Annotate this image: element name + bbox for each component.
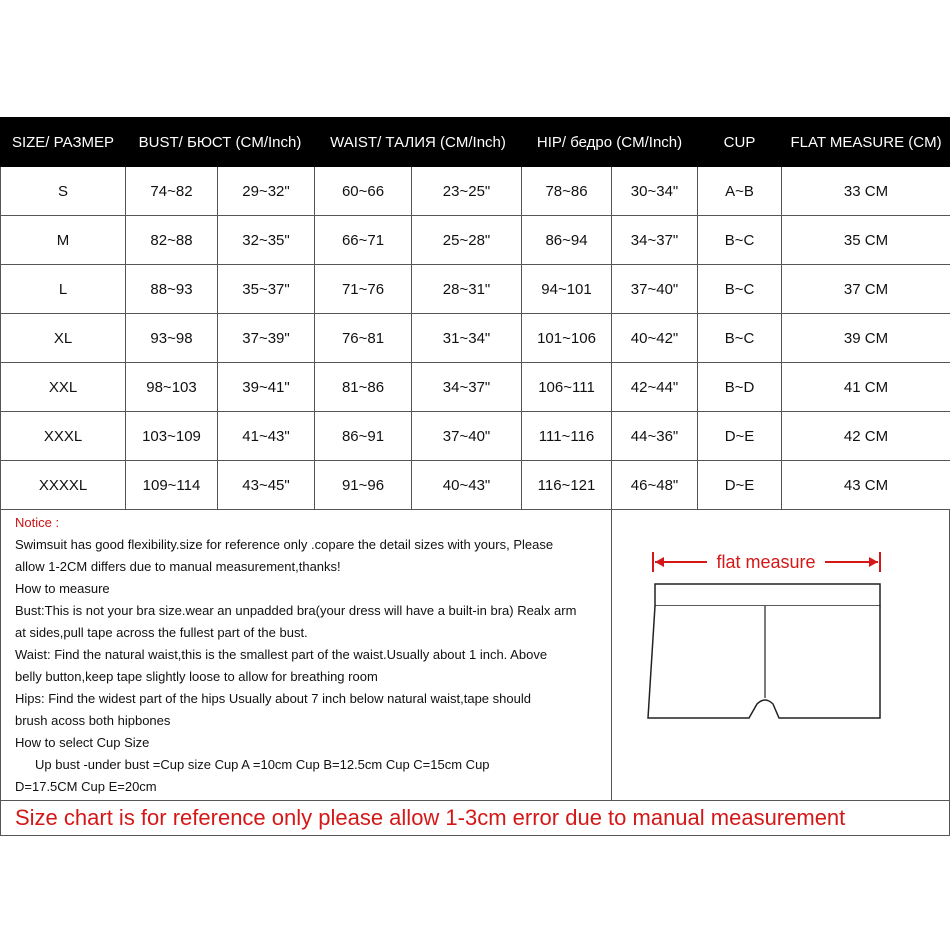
bust-inch-cell: 35~37" <box>218 265 315 314</box>
hip-inch-cell: 30~34" <box>612 167 698 216</box>
bust-inch-cell: 37~39" <box>218 314 315 363</box>
header-hip: HIP/ бедро (CM/Inch) <box>522 118 698 167</box>
hip-cm-cell: 106~111 <box>522 363 612 412</box>
bust-inch-cell: 43~45" <box>218 461 315 510</box>
header-waist: WAIST/ ТАЛИЯ (CM/Inch) <box>315 118 522 167</box>
flat-measure-diagram <box>612 510 949 800</box>
waist-inch-cell: 23~25" <box>412 167 522 216</box>
waist-cm-cell: 66~71 <box>315 216 412 265</box>
table-row <box>1 461 950 510</box>
note-line: How to select Cup Size <box>15 735 150 750</box>
bust-cm-cell: 82~88 <box>126 216 218 265</box>
table-row <box>1 265 950 314</box>
cup-cell: B~C <box>698 265 782 314</box>
note-line: at sides,pull tape across the fullest part of the bust. <box>15 625 308 640</box>
table-row <box>1 363 950 412</box>
flat-measure-cell: 37 CM <box>782 265 950 314</box>
cup-cell: A~B <box>698 167 782 216</box>
bust-cm-cell: 98~103 <box>126 363 218 412</box>
flat-measure-cell: 33 CM <box>782 167 950 216</box>
hip-inch-cell: 40~42" <box>612 314 698 363</box>
table-row <box>1 167 950 216</box>
waist-inch-cell: 34~37" <box>412 363 522 412</box>
waist-cm-cell: 91~96 <box>315 461 412 510</box>
note-line: Hips: Find the widest part of the hips Usually about 7 inch below natural waist,tape should <box>15 691 531 706</box>
waist-inch-cell: 28~31" <box>412 265 522 314</box>
bust-cm-cell: 109~114 <box>126 461 218 510</box>
boxer-shorts-icon <box>612 510 949 800</box>
waist-cm-cell: 76~81 <box>315 314 412 363</box>
size-chart <box>0 117 950 836</box>
flat-measure-cell: 43 CM <box>782 461 950 510</box>
flat-measure-cell: 41 CM <box>782 363 950 412</box>
note-line: Swimsuit has good flexibility.size for reference only .copare the detail sizes with yours, Please <box>15 537 554 552</box>
hip-cm-cell: 78~86 <box>522 167 612 216</box>
measuring-notes <box>1 510 612 800</box>
waist-inch-cell: 25~28" <box>412 216 522 265</box>
cup-size-line: D=17.5CM Cup E=20cm <box>15 779 157 794</box>
hip-cm-cell: 111~116 <box>522 412 612 461</box>
table-row <box>1 314 950 363</box>
bust-inch-cell: 39~41" <box>218 363 315 412</box>
note-line: Bust:This is not your bra size.wear an unpadded bra(your dress will have a built-in bra) Realx arm <box>15 603 577 618</box>
hip-cm-cell: 94~101 <box>522 265 612 314</box>
hip-inch-cell: 44~36" <box>612 412 698 461</box>
note-line: belly button,keep tape slightly loose to allow for breathing room <box>15 669 378 684</box>
hip-cm-cell: 101~106 <box>522 314 612 363</box>
size-cell: XXL <box>1 363 126 412</box>
size-table <box>0 117 950 510</box>
size-cell: XXXL <box>1 412 126 461</box>
header-size: SIZE/ РАЗМЕР <box>1 118 126 167</box>
note-line: brush acoss both hipbones <box>15 713 171 728</box>
hip-cm-cell: 116~121 <box>522 461 612 510</box>
waist-cm-cell: 60~66 <box>315 167 412 216</box>
hip-inch-cell: 42~44" <box>612 363 698 412</box>
waist-cm-cell: 71~76 <box>315 265 412 314</box>
header-cup: CUP <box>698 118 782 167</box>
waist-inch-cell: 40~43" <box>412 461 522 510</box>
note-line: Waist: Find the natural waist,this is the smallest part of the waist.Usually about 1 inch. Above <box>15 647 548 662</box>
note-line: allow 1-2CM differs due to manual measurement,thanks! <box>15 559 341 574</box>
header-flat-measure: FLAT MEASURE (CM) <box>782 118 950 167</box>
flat-measure-label: flat measure <box>716 552 816 572</box>
size-cell: S <box>1 167 126 216</box>
notice-heading: Notice : <box>15 515 60 530</box>
flat-measure-cell: 39 CM <box>782 314 950 363</box>
cup-cell: B~D <box>698 363 782 412</box>
cup-cell: B~C <box>698 314 782 363</box>
header-bust: BUST/ БЮСТ (CM/Inch) <box>126 118 315 167</box>
size-cell: M <box>1 216 126 265</box>
waist-cm-cell: 81~86 <box>315 363 412 412</box>
bust-cm-cell: 93~98 <box>126 314 218 363</box>
bust-cm-cell: 88~93 <box>126 265 218 314</box>
table-row <box>1 412 950 461</box>
size-cell: XL <box>1 314 126 363</box>
waist-inch-cell: 37~40" <box>412 412 522 461</box>
cup-cell: D~E <box>698 412 782 461</box>
size-cell: XXXXL <box>1 461 126 510</box>
cup-cell: D~E <box>698 461 782 510</box>
table-row <box>1 216 950 265</box>
bust-inch-cell: 29~32" <box>218 167 315 216</box>
note-line: How to measure <box>15 581 110 596</box>
flat-measure-cell: 42 CM <box>782 412 950 461</box>
cup-size-line: Up bust -under bust =Cup size Cup A =10cm Cup B=12.5cm Cup C=15cm Cup <box>35 757 490 772</box>
hip-inch-cell: 34~37" <box>612 216 698 265</box>
info-section <box>0 510 950 800</box>
bust-inch-cell: 41~43" <box>218 412 315 461</box>
table-header-row <box>1 118 950 167</box>
bust-cm-cell: 103~109 <box>126 412 218 461</box>
bust-cm-cell: 74~82 <box>126 167 218 216</box>
bust-inch-cell: 32~35" <box>218 216 315 265</box>
reference-disclaimer: Size chart is for reference only please allow 1-3cm error due to manual measurement <box>0 800 950 836</box>
hip-inch-cell: 46~48" <box>612 461 698 510</box>
waist-inch-cell: 31~34" <box>412 314 522 363</box>
cup-cell: B~C <box>698 216 782 265</box>
waist-cm-cell: 86~91 <box>315 412 412 461</box>
hip-inch-cell: 37~40" <box>612 265 698 314</box>
flat-measure-cell: 35 CM <box>782 216 950 265</box>
size-cell: L <box>1 265 126 314</box>
hip-cm-cell: 86~94 <box>522 216 612 265</box>
